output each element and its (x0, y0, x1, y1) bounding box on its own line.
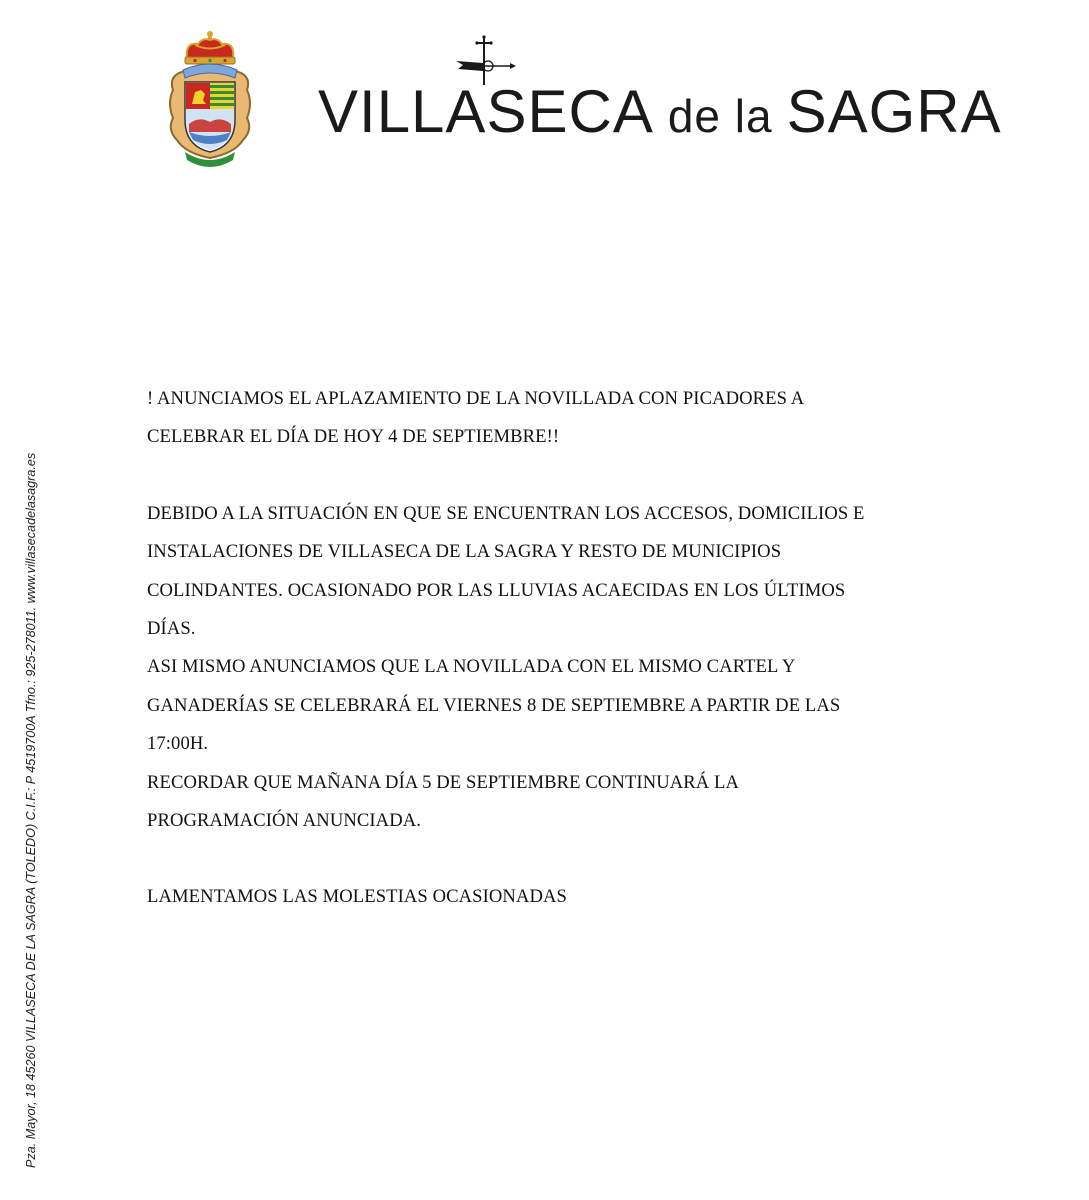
crown-icon (185, 31, 235, 64)
reason-line: DÍAS. (147, 618, 196, 640)
reason-line: GANADERÍAS SE CELEBRARÁ EL VIERNES 8 DE SEPTIEMBRE A PARTIR DE LAS (147, 694, 841, 716)
wordmark-main: VILLASECA (318, 78, 654, 145)
reason-line: 17:00H. (147, 733, 209, 755)
reason-line: PROGRAMACIÓN ANUNCIADA. (147, 810, 421, 832)
wordmark-small: de la (667, 90, 773, 142)
notice-body (147, 380, 967, 917)
coat-of-arms-logo (165, 28, 255, 173)
side-address: Pza. Mayor, 18 45260 VILLASECA DE LA SAGRA (TOLEDO) C.I.F.: P 4519700A Tfno.: 925-278011. www.villasecadelasagra.es (24, 452, 38, 1168)
heading-line: ! ANUNCIAMOS EL APLAZAMIENTO DE LA NOVILLADA CON PICADORES A (147, 388, 805, 409)
reason-line: RECORDAR QUE MAÑANA DÍA 5 DE SEPTIEMBRE CONTINUARÁ LA (147, 771, 740, 793)
paragraph-gap (147, 457, 967, 495)
reason-line: INSTALACIONES DE VILLASECA DE LA SAGRA Y RESTO DE MUNICIPIOS (147, 541, 782, 563)
wordmark-end: SAGRA (786, 78, 1002, 145)
municipality-wordmark (318, 78, 1002, 145)
heading-line: CELEBRAR EL DÍA DE HOY 4 DE SEPTIEMBRE!! (147, 426, 560, 448)
reason-line: ASI MISMO ANUNCIAMOS QUE LA NOVILLADA CON EL MISMO CARTEL Y (147, 656, 796, 678)
reason-line: DEBIDO A LA SITUACIÓN EN QUE SE ENCUENTRAN LOS ACCESOS, DOMICILIOS E (147, 502, 865, 524)
paragraph-gap (147, 840, 967, 878)
closing-line: LAMENTAMOS LAS MOLESTIAS OCASIONADAS (147, 886, 567, 908)
reason-line: COLINDANTES. OCASIONADO POR LAS LLUVIAS ACAECIDAS EN LOS ÚLTIMOS (147, 579, 846, 601)
